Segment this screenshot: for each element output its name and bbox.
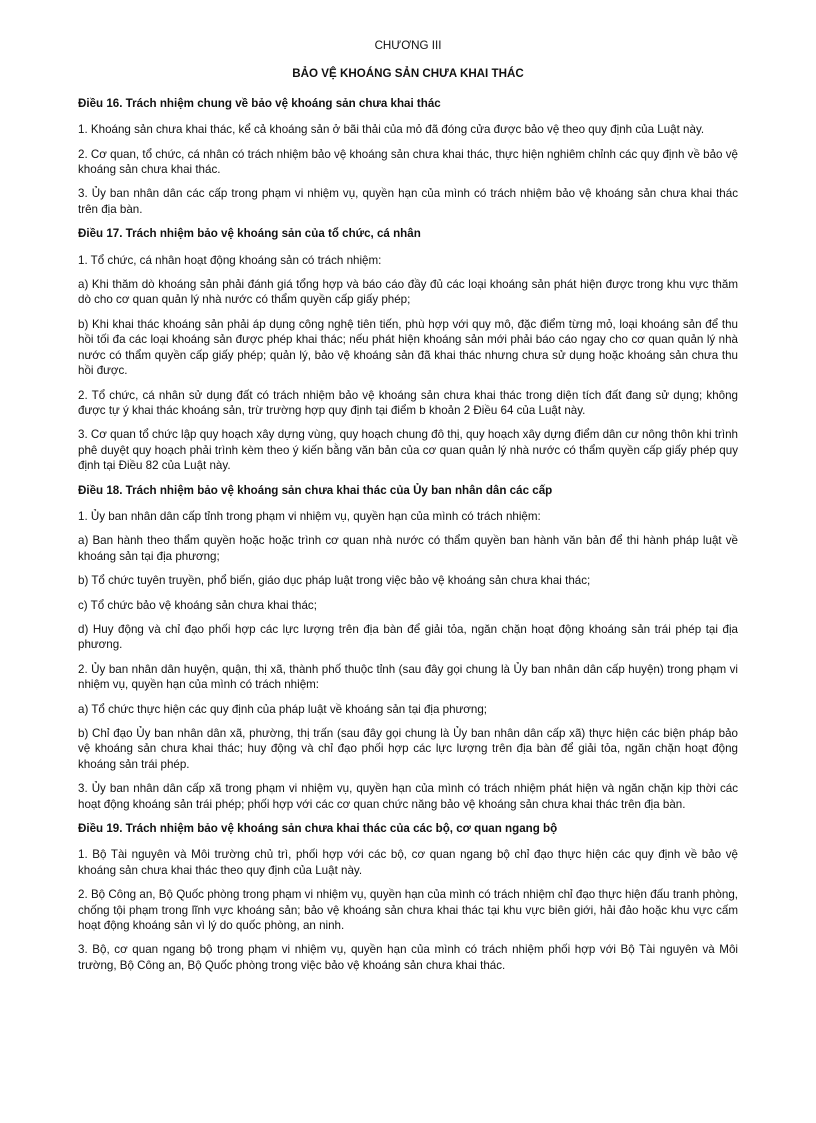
chapter-title: BẢO VỆ KHOÁNG SẢN CHƯA KHAI THÁC: [292, 67, 524, 81]
article-paragraph: a) Tổ chức thực hiện các quy định của pháp luật về khoáng sản tại địa phương;: [78, 702, 488, 716]
article-paragraph: 3. Ủy ban nhân dân các cấp trong phạm vi nhiệm vụ, quyền hạn của mình có trách nhiệm bảo vệ khoáng sản chưa khai thác trên địa bàn.: [78, 187, 738, 216]
article-heading: Điều 17. Trách nhiệm bảo vệ khoáng sản của tổ chức, cá nhân: [78, 227, 421, 241]
chapter-label: CHƯƠNG III: [374, 39, 442, 52]
article-paragraph: a) Ban hành theo thẩm quyền hoặc hoặc trình cơ quan nhà nước có thẩm quyền ban hành văn bản để thi hành pháp luật về khoáng sản tại địa phương;: [78, 534, 738, 563]
article-section: [78, 226, 738, 473]
article-paragraph: b) Tổ chức tuyên truyền, phổ biến, giáo dục pháp luật trong việc bảo vệ khoáng sản chưa khai thác;: [78, 574, 591, 588]
article-paragraph: 2. Bộ Công an, Bộ Quốc phòng trong phạm vi nhiệm vụ, quyền hạn của mình có trách nhiệm chỉ đạo thực hiện đấu tranh phòng, chống tội phạm trong lĩnh vực khoáng sản; bảo vệ khoáng sản chưa khai thác tại khu vực biên giới, hải đảo hoặc khu vực cấm hoạt động khoáng sản vì lý do quốc phòng, an ninh.: [78, 888, 738, 933]
article-paragraph: 1. Tổ chức, cá nhân hoạt động khoáng sản có trách nhiệm:: [78, 253, 382, 267]
article-paragraph: d) Huy động và chỉ đạo phối hợp các lực lượng trên địa bàn để giải tỏa, ngăn chặn hoạt động khoáng sản trái phép tại địa phương.: [78, 622, 738, 652]
article-paragraph: 2. Cơ quan, tổ chức, cá nhân có trách nhiệm bảo vệ khoáng sản chưa khai thác, thực hiện nghiêm chỉnh các quy định về bảo vệ khoáng sản chưa khai thác.: [78, 147, 738, 177]
article-heading: Điều 19. Trách nhiệm bảo vệ khoáng sản chưa khai thác của các bộ, cơ quan ngang bộ: [78, 822, 558, 836]
article-paragraph: c) Tổ chức bảo vệ khoáng sản chưa khai thác;: [78, 598, 317, 612]
articles-container: [78, 96, 738, 973]
article-paragraph: 1. Ủy ban nhân dân cấp tỉnh trong phạm vi nhiệm vụ, quyền hạn của mình có trách nhiệm:: [78, 509, 541, 523]
article-paragraph: 2. Ủy ban nhân dân huyện, quận, thị xã, thành phố thuộc tỉnh (sau đây gọi chung là Ủy ban nhân dân cấp huyện) trong phạm vi nhiệm vụ, quyền hạn của mình có trách nhiệm:: [78, 662, 738, 692]
article-heading: Điều 16. Trách nhiệm chung về bảo vệ khoáng sản chưa khai thác: [78, 96, 441, 110]
article-paragraph: 3. Ủy ban nhân dân cấp xã trong phạm vi nhiệm vụ, quyền hạn của mình có trách nhiệm phát hiện và ngăn chặn kịp thời các hoạt động khoáng sản trái phép; phối hợp với các cơ quan chức năng bảo vệ khoáng sản chưa khai thác trên địa bàn.: [78, 782, 738, 811]
article-paragraph: 3. Cơ quan tổ chức lập quy hoạch xây dựng vùng, quy hoạch chung đô thị, quy hoạch xây dựng điểm dân cư nông thôn khi trình phê duyệt quy hoạch phải trình kèm theo ý kiến bằng văn bản của cơ quan quản lý nhà nước có thẩm quyền cấp giấy phép quy định tại Điều 82 của Luật này.: [78, 428, 738, 473]
article-section: [78, 96, 738, 217]
article-paragraph: 3. Bộ, cơ quan ngang bộ trong phạm vi nhiệm vụ, quyền hạn của mình có trách nhiệm phối hợp với Bộ Tài nguyên và Môi trường, Bộ Công an, Bộ Quốc phòng trong việc bảo vệ khoáng sản chưa khai thác.: [78, 943, 738, 972]
article-section: [78, 821, 738, 973]
article-paragraph: b) Khi khai thác khoáng sản phải áp dụng công nghệ tiên tiến, phù hợp với quy mô, đặc điểm từng mỏ, loại khoáng sản để thu hồi tối đa các loại khoáng sản được phép khai thác; nếu phát hiện khoáng sản mới phải báo cáo ngay cho cơ quan quản lý nhà nước có thẩm quyền cấp giấy phép; quản lý, bảo vệ khoáng sản đã khai thác nhưng chưa sử dụng hoặc khoáng sản chưa thu hồi được.: [78, 317, 738, 378]
article-heading: Điều 18. Trách nhiệm bảo vệ khoáng sản chưa khai thác của Ủy ban nhân dân các cấp: [78, 483, 553, 497]
article-paragraph: 1. Bộ Tài nguyên và Môi trường chủ trì, phối hợp với các bộ, cơ quan ngang bộ chỉ đạo thực hiện các quy định về bảo vệ khoáng sản chưa khai thác theo quy định của Luật này.: [78, 848, 738, 877]
article-paragraph: 1. Khoáng sản chưa khai thác, kể cả khoáng sản ở bãi thải của mỏ đã đóng cửa được bảo vệ theo quy định của Luật này.: [78, 123, 705, 137]
article-paragraph: a) Khi thăm dò khoáng sản phải đánh giá tổng hợp và báo cáo đầy đủ các loại khoáng sản phát hiện được trong khu vực thăm dò cho cơ quan quản lý nhà nước có thẩm quyền cấp giấy phép;: [78, 278, 738, 307]
article-paragraph: b) Chỉ đạo Ủy ban nhân dân xã, phường, thị trấn (sau đây gọi chung là Ủy ban nhân dân cấp xã) thực hiện các biện pháp bảo vệ khoáng sản chưa khai thác; huy động và chỉ đạo phối hợp các lực lượng trên địa bàn để giải tỏa, ngăn chặn hoạt động khoáng sản trái phép.: [78, 727, 738, 771]
article-paragraph: 2. Tổ chức, cá nhân sử dụng đất có trách nhiệm bảo vệ khoáng sản chưa khai thác trong diện tích đất đang sử dụng; không được tự ý khai thác khoáng sản, trừ trường hợp quy định tại điểm b khoản 2 Điều 64 của Luật này.: [78, 388, 738, 417]
article-section: [78, 483, 738, 813]
document-page: [78, 38, 738, 982]
